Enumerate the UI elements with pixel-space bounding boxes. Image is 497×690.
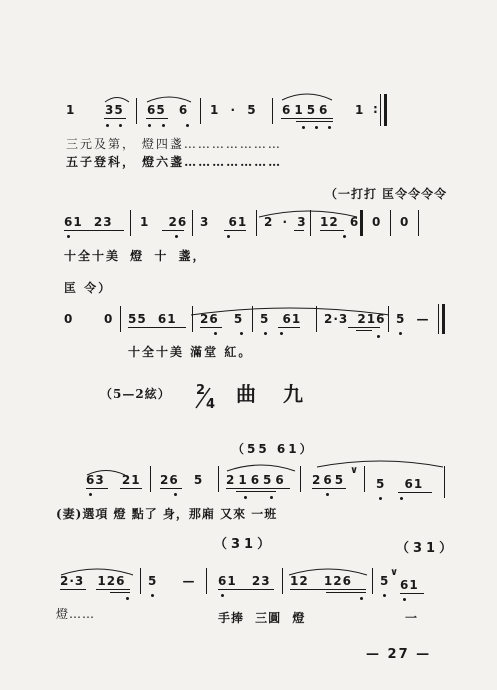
beam-underline	[326, 592, 366, 593]
slur-arc	[281, 91, 333, 101]
low-octave-dot	[377, 335, 380, 338]
beam-underline	[400, 593, 424, 594]
bar-line	[200, 98, 201, 124]
note-group: 0	[372, 215, 382, 229]
page-number: — 27 —	[366, 647, 432, 662]
low-octave-dot	[280, 332, 283, 335]
note-group: 61 23	[218, 574, 271, 588]
bar-line	[120, 306, 121, 332]
bar-line	[130, 210, 131, 236]
beam-underline	[312, 488, 346, 489]
note-group: 0	[400, 215, 410, 229]
beam-underline	[128, 327, 186, 328]
low-octave-dot	[400, 497, 403, 500]
breath-mark: ∨	[350, 465, 360, 476]
low-octave-dot	[244, 496, 247, 499]
beam-underline	[64, 230, 124, 231]
beam-underline	[200, 327, 222, 328]
note-group: 35	[105, 103, 124, 117]
bar-line	[256, 210, 257, 236]
low-octave-dot	[240, 332, 243, 335]
beam-underline	[294, 230, 304, 231]
lyric-line: 一	[405, 611, 420, 625]
beam-underline	[110, 592, 130, 593]
beam-underline	[218, 589, 274, 590]
note-group: 1 · 5	[210, 103, 257, 117]
note-group: 0	[104, 312, 114, 326]
bar-line	[192, 210, 193, 236]
embellishment-bracket: （55 61）	[232, 442, 315, 456]
bar-line	[316, 306, 317, 332]
repeat-dots: :	[373, 102, 379, 116]
note-group: 2·3 126	[60, 574, 126, 588]
beam-underline	[356, 330, 372, 331]
final-bar-line	[442, 304, 445, 334]
beam-underline	[398, 492, 432, 493]
time-signature-denominator: 4	[206, 397, 217, 412]
slur-arc	[146, 95, 192, 103]
bar-line	[372, 568, 373, 594]
embellishment-bracket: （31）	[214, 537, 275, 552]
final-bar-line	[384, 94, 387, 126]
bar-line	[206, 568, 207, 594]
beam-underline	[104, 118, 126, 119]
low-octave-dot	[360, 597, 363, 600]
slur-arc	[104, 95, 130, 103]
note-group: 21656	[226, 473, 288, 487]
slur-arc	[226, 462, 296, 472]
bar-line	[444, 466, 445, 498]
bar-line	[364, 466, 365, 492]
low-octave-dot	[399, 332, 402, 335]
beam-underline	[120, 488, 142, 489]
lyric-line: 燈……	[56, 607, 96, 621]
final-bar-line	[360, 210, 363, 236]
beam-underline	[281, 118, 333, 119]
lyric-line: 十全十美 燈 十 盞，	[64, 249, 207, 263]
lyric-line: 五子登科， 燈六盞…………………	[66, 155, 283, 169]
low-octave-dot	[119, 124, 122, 127]
low-octave-dot	[106, 124, 109, 127]
beam-underline	[226, 488, 290, 489]
bar-line	[380, 94, 381, 126]
low-octave-dot	[151, 594, 154, 597]
note-group: 1	[66, 103, 76, 117]
embellishment-bracket: （31）	[396, 541, 457, 556]
bar-line	[282, 568, 283, 594]
low-octave-dot	[379, 497, 382, 500]
lyric-line: 十全十美 滿堂 紅。	[128, 345, 253, 359]
note-group: 5 —	[396, 312, 430, 326]
beam-underline	[296, 121, 333, 122]
low-octave-dot	[174, 493, 177, 496]
bar-line	[192, 306, 193, 332]
beam-underline	[348, 327, 380, 328]
string-tuning-note: （5—2絃）	[100, 387, 171, 401]
note-group: 5 61	[260, 312, 302, 326]
note-group: 0	[64, 312, 74, 326]
beam-underline	[162, 230, 184, 231]
time-signature-numerator: 2	[196, 383, 207, 398]
beam-underline	[278, 327, 300, 328]
low-octave-dot	[89, 493, 92, 496]
note-group: 12 126	[290, 574, 352, 588]
beam-underline	[320, 230, 344, 231]
song-title: 曲 九	[236, 382, 313, 406]
low-octave-dot	[264, 332, 267, 335]
beam-underline	[96, 589, 130, 590]
note-group: 2·3 216	[324, 312, 386, 326]
low-octave-dot	[403, 598, 406, 601]
low-octave-dot	[328, 126, 331, 129]
bar-line	[136, 98, 137, 124]
low-octave-dot	[326, 493, 329, 496]
low-octave-dot	[270, 496, 273, 499]
beam-underline	[236, 491, 276, 492]
bar-line	[390, 210, 391, 236]
note-group: 26 5	[200, 312, 244, 326]
low-octave-dot	[315, 126, 318, 129]
note-group: 12 6	[320, 215, 360, 229]
bar-line	[300, 466, 301, 492]
note-group: 1	[355, 103, 365, 117]
bar-line	[438, 304, 439, 334]
low-octave-dot	[67, 235, 70, 238]
beam-underline	[60, 589, 86, 590]
note-group: 26 5	[160, 473, 204, 487]
bar-line	[218, 466, 219, 492]
beam-underline	[290, 589, 366, 590]
low-octave-dot	[383, 594, 386, 597]
bar-line	[140, 568, 141, 594]
beam-underline	[86, 488, 108, 489]
lyric-line: 手捧 三圓 燈	[218, 611, 306, 625]
low-octave-dot	[186, 124, 189, 127]
note-group: 63 21	[86, 473, 141, 487]
percussion-mark: 匡 令）	[64, 281, 113, 295]
bar-line	[388, 306, 389, 332]
note-group: 5 —	[148, 574, 196, 588]
beam-underline	[146, 118, 168, 119]
bar-line	[310, 210, 311, 236]
note-group: 65 6	[147, 103, 189, 117]
note-group: 1 26	[140, 215, 188, 229]
note-group: 3 61	[200, 215, 248, 229]
percussion-mark: （一打打 匡令令令令	[325, 187, 448, 201]
note-group: 61	[400, 578, 419, 592]
note-group: 61 23	[64, 215, 113, 229]
low-octave-dot	[175, 235, 178, 238]
beam-underline	[224, 230, 246, 231]
lyric-line: (妻)選項 燈 點了 身，那廂 又來 一班	[56, 507, 278, 521]
low-octave-dot	[221, 594, 224, 597]
low-octave-dot	[227, 235, 230, 238]
note-group: 6156	[282, 103, 332, 117]
note-group: 5 61	[376, 477, 424, 491]
note-group: 265	[312, 473, 347, 487]
note-group: 5	[380, 574, 390, 588]
slur-arc	[316, 458, 444, 468]
bar-line	[418, 210, 419, 236]
note-group: 55 61	[128, 312, 177, 326]
beam-underline	[160, 488, 182, 489]
low-octave-dot	[343, 235, 346, 238]
low-octave-dot	[126, 597, 129, 600]
bar-line	[252, 306, 253, 332]
low-octave-dot	[302, 126, 305, 129]
low-octave-dot	[162, 124, 165, 127]
bar-line	[150, 466, 151, 492]
lyric-line: 三元及第， 燈四盞…………………	[66, 137, 282, 151]
bar-line	[272, 98, 273, 124]
low-octave-dot	[148, 124, 151, 127]
note-group: 2 · 3	[264, 215, 307, 229]
breath-mark: ∨	[390, 567, 400, 578]
low-octave-dot	[214, 332, 217, 335]
